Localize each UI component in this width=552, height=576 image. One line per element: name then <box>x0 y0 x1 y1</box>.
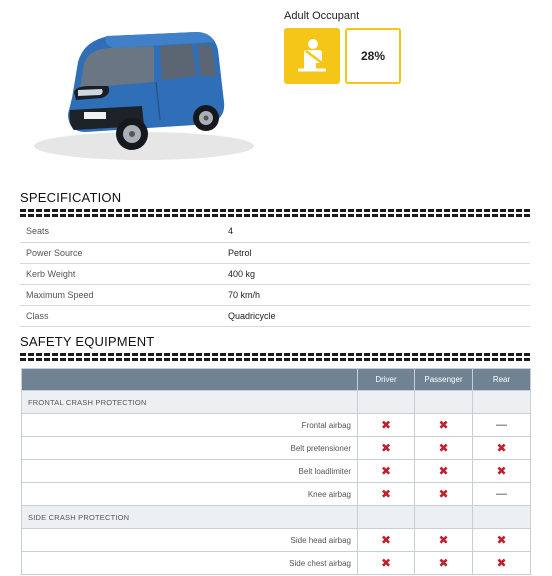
group-label: SIDE CRASH PROTECTION <box>22 506 358 529</box>
group-cell <box>473 506 531 529</box>
column-header-passenger: Passenger <box>415 369 473 391</box>
mark-value: ✖ <box>438 441 449 455</box>
rating-percent: 28% <box>345 28 401 84</box>
dash-mark-icon <box>473 414 531 437</box>
spec-value: 4 <box>228 221 530 242</box>
rating-title: Adult Occupant <box>284 10 360 22</box>
spec-row-kerb-weight <box>20 263 530 284</box>
specification-table <box>20 221 530 327</box>
spec-label: Maximum Speed <box>20 284 228 305</box>
spec-value: 70 km/h <box>228 284 530 305</box>
cross-mark-icon <box>415 460 473 483</box>
cross-mark-icon <box>473 529 531 552</box>
cross-mark-icon <box>473 437 531 460</box>
spec-row-maximum-speed <box>20 284 530 305</box>
mark-value: — <box>496 488 507 500</box>
cross-mark-icon <box>415 529 473 552</box>
group-row-side <box>22 506 531 529</box>
spec-value: Quadricycle <box>228 305 530 326</box>
mark-value: ✖ <box>496 533 507 547</box>
spec-row-power-source <box>20 242 530 263</box>
spec-row-class <box>20 305 530 326</box>
table-row <box>22 483 531 506</box>
cross-mark-icon <box>415 552 473 575</box>
column-header-rear: Rear <box>473 369 531 391</box>
item-label: Side chest airbag <box>22 552 358 575</box>
dash-mark-icon <box>473 483 531 506</box>
item-label: Knee airbag <box>22 483 358 506</box>
spec-value: Petrol <box>228 242 530 263</box>
spec-label: Class <box>20 305 228 326</box>
item-label: Belt loadlimiter <box>22 460 358 483</box>
safety-header-row <box>22 369 531 391</box>
table-row <box>22 414 531 437</box>
mark-value: ✖ <box>438 487 449 501</box>
cross-mark-icon <box>358 552 415 575</box>
cross-mark-icon <box>473 460 531 483</box>
column-header-driver: Driver <box>358 369 415 391</box>
mark-value: ✖ <box>496 556 507 570</box>
cross-mark-icon <box>473 552 531 575</box>
group-cell <box>473 391 531 414</box>
spec-row-seats <box>20 221 530 242</box>
group-label: FRONTAL CRASH PROTECTION <box>22 391 358 414</box>
table-row <box>22 437 531 460</box>
table-row <box>22 460 531 483</box>
table-row <box>22 552 531 575</box>
spec-label: Seats <box>20 221 228 242</box>
mark-value: — <box>496 419 507 431</box>
safety-equipment-title: SAFETY EQUIPMENT <box>20 334 155 349</box>
mark-value: ✖ <box>380 487 392 501</box>
mark-value: ✖ <box>380 418 392 432</box>
item-label: Frontal airbag <box>22 414 358 437</box>
item-label: Belt pretensioner <box>22 437 358 460</box>
specification-divider <box>20 209 530 212</box>
cross-mark-icon <box>358 437 415 460</box>
group-cell <box>415 391 473 414</box>
spec-label: Kerb Weight <box>20 263 228 284</box>
safety-divider-2 <box>20 358 530 361</box>
mark-value: ✖ <box>438 418 449 432</box>
seated-occupant-seatbelt-icon <box>284 28 340 84</box>
group-cell <box>415 506 473 529</box>
cross-mark-icon <box>358 414 415 437</box>
mark-value: ✖ <box>380 441 392 455</box>
cross-mark-icon <box>415 483 473 506</box>
safety-equipment-table <box>21 368 531 575</box>
mark-value: ✖ <box>496 441 507 455</box>
cross-mark-icon <box>415 437 473 460</box>
mark-value: ✖ <box>380 556 392 570</box>
group-row-frontal <box>22 391 531 414</box>
mark-value: ✖ <box>438 464 449 478</box>
spec-value: 400 kg <box>228 263 530 284</box>
mark-value: ✖ <box>380 464 392 478</box>
item-label: Side head airbag <box>22 529 358 552</box>
car-image <box>14 6 268 174</box>
specification-divider-2 <box>20 214 530 217</box>
spec-label: Power Source <box>20 242 228 263</box>
cross-mark-icon <box>358 529 415 552</box>
cross-mark-icon <box>358 483 415 506</box>
group-cell <box>358 506 415 529</box>
cross-mark-icon <box>415 414 473 437</box>
mark-value: ✖ <box>380 533 392 547</box>
specification-title: SPECIFICATION <box>20 190 122 205</box>
mark-value: ✖ <box>438 533 449 547</box>
header-blank <box>22 369 358 391</box>
group-cell <box>358 391 415 414</box>
safety-divider <box>20 353 530 356</box>
cross-mark-icon <box>358 460 415 483</box>
mark-value: ✖ <box>438 556 449 570</box>
mark-value: ✖ <box>496 464 507 478</box>
table-row <box>22 529 531 552</box>
